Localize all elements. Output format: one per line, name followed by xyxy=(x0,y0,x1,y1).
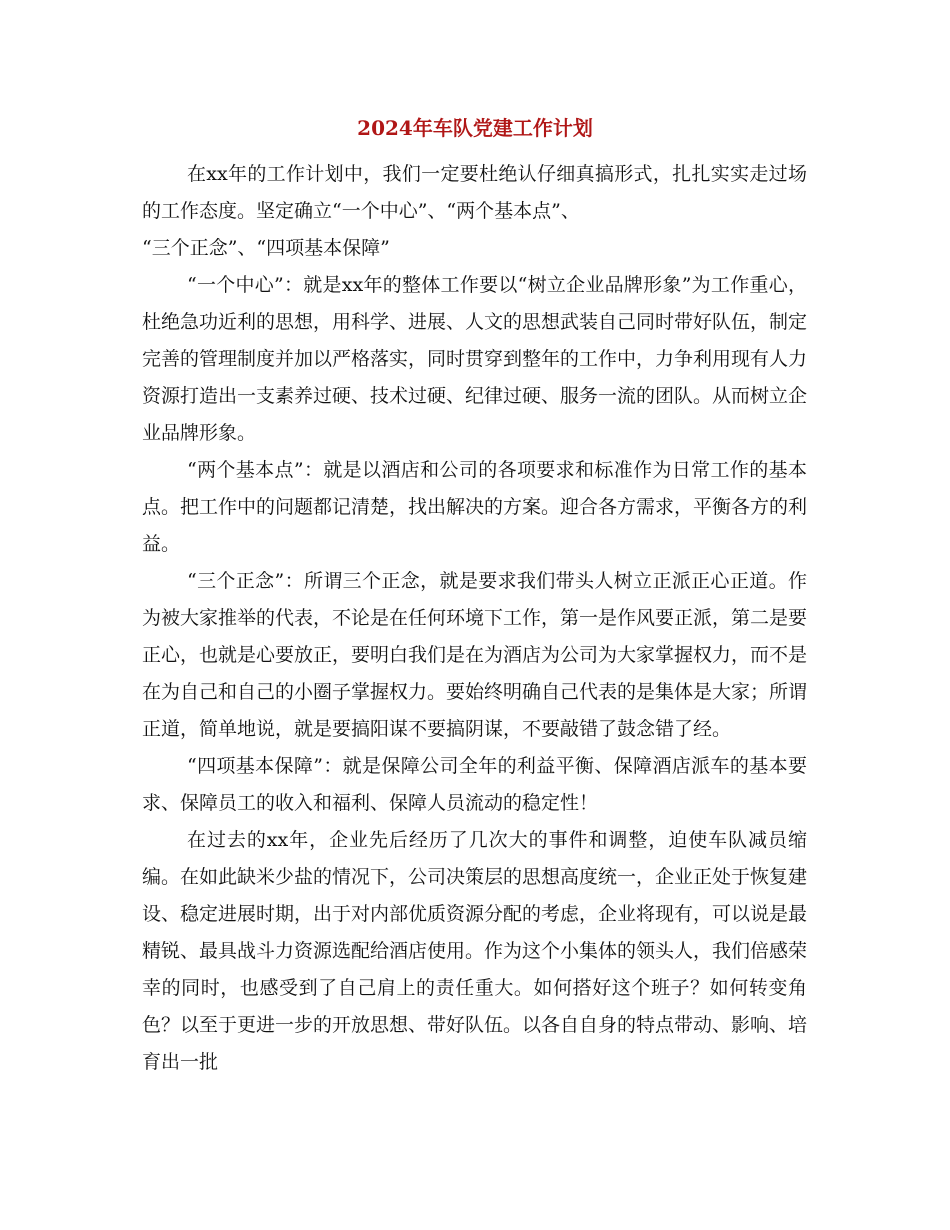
paragraph: “三个正念”、“四项基本保障” xyxy=(142,237,390,259)
paragraph: 在过去的xx年，企业先后经历了几次大的事件和调整，迫使车队减员缩编。在如此缺米少盐的情况下，公司决策层的思想高度统一，企业正处于恢复建设、稳定进展时期，出于对内部优质资源分配的考虑，企业将现有，可以说是最精锐、最具战斗力资源选配给酒店使用。作为这个小集体的领头人，我们倍感荣幸的同时，也感受到了自己肩上的责任重大。如何搭好这个班子？如何转变角色？以至于更进一步的开放思想、带好队伍。以各自自身的特点带动、影响、培育出一批 xyxy=(142,829,808,1073)
paragraph: “两个基本点”：就是以酒店和公司的各项要求和标准作为日常工作的基本点。把工作中的问题都记清楚，找出解决的方案。迎合各方需求，平衡各方的利益。 xyxy=(142,459,808,555)
paragraph: “一个中心”：就是xx年的整体工作要以“树立企业品牌形象”为工作重心，杜绝急功近利的思想，用科学、进展、人文的思想武装自己同时带好队伍，制定完善的管理制度并加以严格落实，同时贯穿到整年的工作中，力争利用现有人力资源打造出一支素养过硬、技术过硬、纪律过硬、服务一流的团队。从而树立企业品牌形象。 xyxy=(142,274,808,444)
paragraph: “三个正念”：所谓三个正念，就是要求我们带头人树立正派正心正道。作为被大家推举的代表，不论是在任何环境下工作，第一是作风要正派，第二是要正心，也就是心要放正，要明白我们是在为酒店为公司为大家掌握权力，而不是在为自己和自己的小圈子掌握权力。要始终明确自己代表的是集体是大家；所谓正道，简单地说，就是要搞阳谋不要搞阴谋，不要敲错了鼓念错了经。 xyxy=(142,570,808,740)
paragraph: 在xx年的工作计划中，我们一定要杜绝认仔细真搞形式，扎扎实实走过场的工作态度。坚定确立“一个中心”、“两个基本点”、 xyxy=(142,163,807,222)
document-body xyxy=(142,156,807,1081)
paragraph: “四项基本保障”：就是保障公司全年的利益平衡、保障酒店派车的基本要求、保障员工的收入和福利、保障人员流动的稳定性！ xyxy=(142,755,807,814)
document-title: 2024年车队党建工作计划 xyxy=(357,116,593,140)
